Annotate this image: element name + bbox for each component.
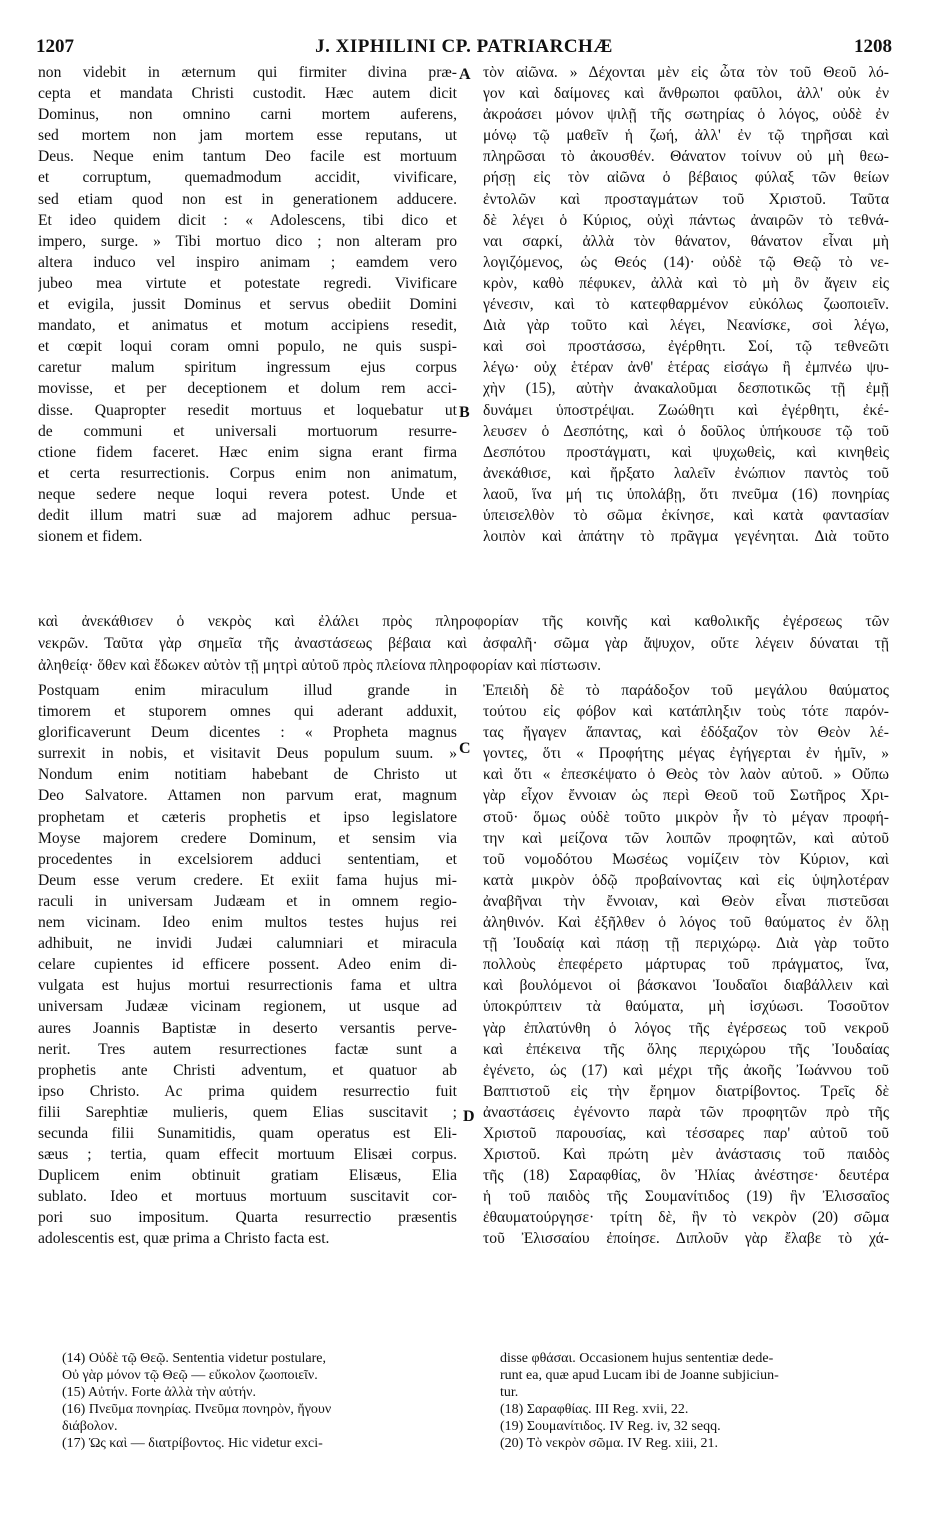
text-line: γὰρ εἶχον ἔννοιαν ὡς περὶ Θεοῦ τοῦ Σωτῆρος Χρι- — [483, 787, 889, 805]
text-line: τῆς (18) Σαραφθίας, ὃν Ἠλίας ἀνέστησε· δευτέρα — [483, 1167, 889, 1185]
text-line: sæus ; tertia, quam effecit mortuum Elisæi corpus. — [38, 1146, 457, 1164]
text-line: λευσεν ὁ Δεσπότης, καὶ ὁ δοῦλος ὑπήκουσε τῷ τοῦ — [483, 422, 889, 440]
text-line: Moyse majorem credere Dominum, et sensim via — [38, 829, 457, 847]
text-line: pori suo impositum. Quarta resurrectio præsentis — [38, 1209, 457, 1227]
text-line: λαοῦ, ἵνα μή τις ὑπολάβῃ, ὅτι πνεῦμα (16) πονηρίας — [483, 485, 889, 503]
text-line: et corruptum, quemadmodum accidit, vivificare, — [38, 169, 457, 187]
footnotes-left — [62, 1350, 457, 1452]
text-line: Χριστοῦ. Καὶ πρώτη μὲν ἀνάστασις τοῦ παιδὸς — [483, 1146, 889, 1164]
text-line: τοῦ νομοδότου Μωσέως νομίζειν τὸν Κύριον, καὶ — [483, 850, 889, 868]
text-line: ἀκροάσει μόνον ψιλῇ τῆς σωτηρίας ὁ λόγος, οὐδὲ ἐν — [483, 106, 889, 124]
text-line: (20) Τὸ νεκρὸν σῶμα. IV Reg. xiii, 21. — [500, 1436, 719, 1451]
text-line: καὶ ὅτι « ἐπεσκέψατο ὁ Θεὸς τὸν λαὸν αὐτοῦ. » Οὔπω — [483, 766, 889, 784]
text-line: Et ideo quidem dicit : « Adolescens, tibi dico et — [38, 211, 457, 229]
text-line: ὑπεισελθὸν τὸ σῶμα ἐκίνησε, καὶ κατὰ φαντασίαν — [483, 506, 889, 524]
section-marker-a: A — [459, 66, 471, 83]
text-line: ἐντολῶν καὶ προσταγμάτων τοῦ Χριστοῦ. Ταῦτα — [483, 190, 889, 208]
text-line: non videbit in æternum qui firmiter divina præ- — [38, 64, 457, 81]
text-line: surrexit in nobis, et visitavit Deus populum suum. » — [38, 745, 457, 763]
section-marker-d: D — [463, 1108, 475, 1125]
text-line: στοῦ· ὅμως οὐδὲ τοῦτο μικρὸν ἦν τὸ μέγαν προφή- — [483, 808, 889, 826]
footnotes-right — [500, 1350, 890, 1452]
greek-column-upper — [483, 62, 889, 547]
text-line: Οὐ γὰρ μόνον τῷ Θεῷ — εὔκολον ζωοποιεῖν. — [62, 1368, 318, 1383]
text-line: πληρῶσαι τὸ ἀκουσθέν. Θάνατον τοίνυν οὐ μὴ θεω- — [483, 148, 889, 166]
text-line: διάβολον. — [62, 1419, 118, 1434]
section-marker-c: C — [459, 740, 471, 757]
text-line: ἀναστάσεις ἐγένοντο παρὰ τῶν προφητῶν πρὸ τῆς — [483, 1103, 889, 1121]
text-line: τούτου εἰς φόβον καὶ κατάπληξιν τοὺς τότε παρόν- — [483, 703, 889, 721]
text-line: procedentes in excelsiorem adduci sententiam, et — [38, 850, 457, 868]
text-line: τας ἤγαγεν ἅπαντας, καὶ ἐδόξαζον τὸν Θεὸν λέ- — [483, 724, 889, 742]
text-line: χὴν (15), αὐτὴν ἀνακαλοῦμαι δεσποτικῶς τῇ ἐμῇ — [483, 380, 889, 398]
text-line: Nondum enim notitiam habebant de Christo ut — [38, 766, 457, 784]
text-line: ἀληθείᾳ· ὅθεν καὶ ἔδωκεν αὐτὸν τῇ μητρὶ αὐτοῦ πρὸς πλείονα πληροφορίαν καὶ πίστωσιν. — [38, 657, 602, 674]
text-line: τὸν αἰῶνα. » Δέχονται μὲν εἰς ὦτα τὸν τοῦ Θεοῦ λό- — [483, 64, 889, 81]
text-line: adhibuit, ne invidi Judæi calumniari et miracula — [38, 935, 457, 953]
text-line: Postquam enim miraculum illud grande in — [38, 682, 457, 699]
text-line: et cœpit loqui coram omni populo, ne quis suspi- — [38, 338, 457, 356]
text-line: runt ea, quæ apud Lucam ibi de Joanne subjiciun- — [500, 1368, 779, 1383]
running-title: J. XIPHILINI CP. PATRIARCHÆ — [315, 36, 613, 57]
text-line: cepta et mandata Christi custodit. Hæc autem dicit — [38, 85, 457, 103]
text-line: Deo Salvatore. Attamen non parvum erat, magnum — [38, 787, 457, 805]
text-line: mandato, et animatus et motum accipiens resedit, — [38, 317, 457, 335]
latin-column-lower — [38, 680, 457, 1250]
text-line: jubeo mea virtute et potestate regredi. Vivificare — [38, 274, 457, 292]
text-line: Χριστοῦ παρουσίας, καὶ τέσσαρες παρ' αὐτοῦ τοῦ — [483, 1124, 889, 1142]
text-line: Dominus, non omnino carni mortem auferens, — [38, 106, 457, 124]
text-line: νεκρῶν. Ταῦτα γὰρ σημεῖα τῆς ἀναστάσεως βέβαια καὶ ἀσφαλῆ· σῶμα γὰρ ἄψυχον, οὔτε λέγειν δύναται τῇ — [38, 635, 889, 652]
text-line: ipso Christo. Ac prima quidem resurrectio fuit — [38, 1082, 457, 1100]
text-line: timorem et stuporem omnes qui aderant adduxit, — [38, 703, 457, 721]
text-line: ἀληθινόν. Καὶ ἐξῆλθεν ὁ λόγος τοῦ θαύματος ἐν ὅλῃ — [483, 914, 889, 932]
text-line: sed etiam quod non est in generationem adducere. — [38, 190, 457, 208]
text-line: καὶ βουλόμενοι οἱ βάσκανοι Ἰουδαῖοι διαβάλλειν καὶ — [483, 977, 889, 995]
text-line: sionem et fidem. — [38, 528, 143, 546]
text-line: κατὰ μικρὸν ὁδῷ προβαίνοντας καὶ εἰς ὑψηλοτέραν — [483, 871, 889, 889]
text-line: τοῦ Ἐλισσαίου ἐποίησε. Διπλοῦν γὰρ ἔλαβε τὸ χά- — [483, 1230, 889, 1248]
text-line: raculi in universam Judæam et in omnem regio- — [38, 892, 457, 910]
text-line: altera induco vel inspiro animam ; eamdem vero — [38, 253, 457, 271]
text-line: δυνάμει ὑποστρέψαι. Ζωώθητι καὶ ἐγέρθητι, ἐκέ- — [483, 401, 889, 419]
text-line: λογιζόμενος, ὡς Θεός (14)· οὐδὲ τῷ Θεῷ τὸ νε- — [483, 253, 889, 271]
text-line: nerit. Tres autem resurrectiones factæ sunt a — [38, 1040, 457, 1058]
text-line: γον καὶ δαίμονες καὶ ἄνθρωποι φαῦλοι, ἀλλ' οὐκ ἐν — [483, 85, 889, 103]
text-line: et certa resurrectionis. Corpus enim non animatum, — [38, 464, 457, 482]
text-line: λέγω· οὐχ ἑτέραν ἀνθ' ἑτέρας εἰσάγω ἢ ἐμπνέω ψυ- — [483, 359, 889, 377]
greek-column-lower — [483, 680, 889, 1250]
text-line: filii Sarephtiæ mulieris, quem Elias suscitavit ; — [38, 1103, 457, 1121]
text-line: ἀνεκάθισε, καὶ ἤρξατο λαλεῖν ἐνώπιον παντὸς τοῦ — [483, 464, 889, 482]
text-line: disse φθάσαι. Occasionem hujus sententiæ dede- — [500, 1351, 774, 1366]
text-line: κρὸν, καθὸ πέφυκεν, ἀλλὰ καὶ τὸ μὴ ὂν ἄγειν εἰς — [483, 274, 889, 292]
text-line: nem vicinam. Ideo enim multos testes hujus rei — [38, 914, 457, 932]
text-line: ἐθαυματούργησε· τρίτη δὲ, ἣν τὸ νεκρὸν (20) σῶμα — [483, 1209, 889, 1227]
text-line: γένεσιν, καὶ τὸ κατεφθαρμένον εὐκόλως ζωοποιεῖν. — [483, 296, 889, 314]
text-line: dedit illum matri suæ ad majorem adhuc persua- — [38, 506, 457, 524]
text-line: (14) Οὐδὲ τῷ Θεῷ. Sententia videtur postulare, — [62, 1351, 326, 1366]
page-header — [36, 36, 892, 62]
text-line: (16) Πνεῦμα πονηρίας. Πνεῦμα πονηρὸν, ἤγουν — [62, 1402, 332, 1417]
text-line: γὰρ ἐπλατύνθη ὁ λόγος τῆς ἐγέρσεως τοῦ νεκροῦ — [483, 1019, 889, 1037]
text-line: καὶ ἀνεκάθισεν ὁ νεκρὸς καὶ ἐλάλει πρὸς πληροφορίαν τῆς κοινῆς καὶ καθολικῆς ἐγέρσεως τῶν — [38, 613, 889, 630]
text-line: tur. — [500, 1385, 519, 1400]
text-line: καὶ σοὶ προστάσσω, ἐγέρθητι. Σοί, τῷ τεθνεῶτι — [483, 338, 889, 356]
text-line: universam Judææ vicinam regionem, ut usque ad — [38, 998, 457, 1016]
text-line: ὑποκρύπτειν τὰ θαύματα, μὴ ἰσχύωσι. Τοσοῦτον — [483, 998, 889, 1016]
section-marker-b: B — [459, 404, 470, 421]
text-line: de communi et universali mortuorum resurre- — [38, 422, 457, 440]
text-line: et evigila, jussit Dominus et servus obediit Domini — [38, 296, 457, 314]
text-line: γοντες, ὅτι « Προφήτης μέγας ἐγήγερται ἐν ἡμῖν, » — [483, 745, 889, 763]
text-line: δὲ λέγει ὁ Κύριος, οὐχὶ πάντως ἀναιρῶν τὸ τεθνά- — [483, 211, 889, 229]
text-line: Deum esse verum credere. Et exiit fama hujus mi- — [38, 871, 457, 889]
text-line: (17) Ὡς καὶ — διατρίβοντος. Hic videtur exci- — [62, 1436, 323, 1451]
text-line: Δεσπότου προστάγματι, καὶ ψυχωθεὶς, καὶ κινηθεὶς — [483, 443, 889, 461]
text-line: (18) Σαραφθίας. III Reg. xvii, 22. — [500, 1402, 689, 1417]
text-line: prophetam et cæteris prophetis et ipso legislatore — [38, 808, 457, 826]
text-line: (19) Σουμανίτιδος. IV Reg. iv, 32 seqq. — [500, 1419, 721, 1434]
text-line: aures Joannis Baptistæ in deserto versantis perve- — [38, 1019, 457, 1037]
text-line: disse. Quapropter resedit mortuus et loquebatur ut — [38, 401, 457, 419]
text-line: πολλοὺς ἐπεφέρετο μάρτυρας τοῦ πράγματος, ἵνα, — [483, 956, 889, 974]
text-line: ναι σαρκί, ἀλλὰ τὸν θάνατον, θάνατον εἶναι μὴ — [483, 232, 889, 250]
text-line: Βαπτιστοῦ εἰς τὴν ἔρημον διατρίβοντος. Τρεῖς δὲ — [483, 1082, 889, 1100]
full-width-greek-paragraph — [38, 611, 889, 677]
text-line: impero, surge. » Tibi mortuo dico ; non alteram pro — [38, 232, 457, 250]
text-line: adolescentis est, quæ prima a Christo facta est. — [38, 1230, 330, 1248]
text-line: μόνῳ τῷ μαθεῖν ἡ ζωή, ἀλλ' ἐν τῷ τηρῆσαι καὶ — [483, 127, 889, 145]
page-number-right: 1208 — [854, 36, 892, 57]
text-line: celare cupientes id efficere possent. Adeo enim di- — [38, 956, 457, 974]
text-line: neque sedere neque loqui revera potest. Unde et — [38, 485, 457, 503]
text-line: καὶ ἐπέκεινα τῆς ὅλης περιχώρου τῆς Ἰουδαίας — [483, 1040, 889, 1058]
text-line: Διὰ γὰρ τοῦτο καὶ λέγει, Νεανίσκε, σοὶ λέγω, — [483, 317, 889, 335]
text-line: prophetis ante Christi adventum, et quatuor ab — [38, 1061, 457, 1079]
text-line: ctione fidem faceret. Hæc enim signa erant firma — [38, 443, 457, 461]
text-line: Ἐπειδὴ δὲ τὸ παράδοξον τοῦ μεγάλου θαύματος — [483, 682, 889, 699]
text-line: ἐγένετο, ὡς (17) καὶ μέχρι τῆς ἀκοῆς Ἰωάννου τοῦ — [483, 1061, 889, 1079]
text-line: την καὶ μείζονα τῶν λοιπῶν προφητῶν, καὶ αὐτοῦ — [483, 829, 889, 847]
latin-column-upper — [38, 62, 457, 547]
text-line: vulgata est hujus mortui resurrectionis fama et ultra — [38, 977, 457, 995]
text-line: (15) Αὐτήν. Forte ἀλλὰ τὴν αὐτήν. — [62, 1385, 256, 1400]
text-line: secunda filii Sunamitidis, quam operatus est Eli- — [38, 1124, 457, 1142]
text-line: Deus. Neque enim tantum Deo facile est mortuum — [38, 148, 457, 166]
text-line: ἡ τοῦ παιδὸς τῆς Σουμανίτιδος (19) ἣν Ἐλισσαῖος — [483, 1188, 889, 1206]
text-line: ρήσῃ εἰς τὸν αἰῶνα ὁ βέβαιος φύλαξ τῶν θείων — [483, 169, 889, 187]
page-number-left: 1207 — [36, 36, 74, 57]
text-line: sublato. Ideo et mortuus mortuum suscitavit cor- — [38, 1188, 457, 1206]
text-line: Duplicem enim obtinuit gratiam Elisæus, Elia — [38, 1167, 457, 1185]
text-line: λοιπὸν καὶ ἀπάτην τὸ πρᾶγμα γεγένηται. Διὰ τοῦτο — [483, 528, 889, 546]
text-line: ἀναβῆναι τὴν ἔννοιαν, καὶ Θεὸν εἶναι πιστεῦσαι — [483, 892, 889, 910]
text-line: glorificaverunt Deum dicentes : « Propheta magnus — [38, 724, 457, 742]
text-line: τῇ Ἰουδαίᾳ καὶ πάσῃ τῇ περιχώρῳ. Διὰ γὰρ τοῦτο — [483, 935, 889, 953]
text-line: sed mortem non jam mortem esse reputans, ut — [38, 127, 457, 145]
text-line: caretur malum spiritum ingressum ejus corpus — [38, 359, 457, 377]
text-line: movisse, et per deceptionem et dolum rem acci- — [38, 380, 457, 398]
